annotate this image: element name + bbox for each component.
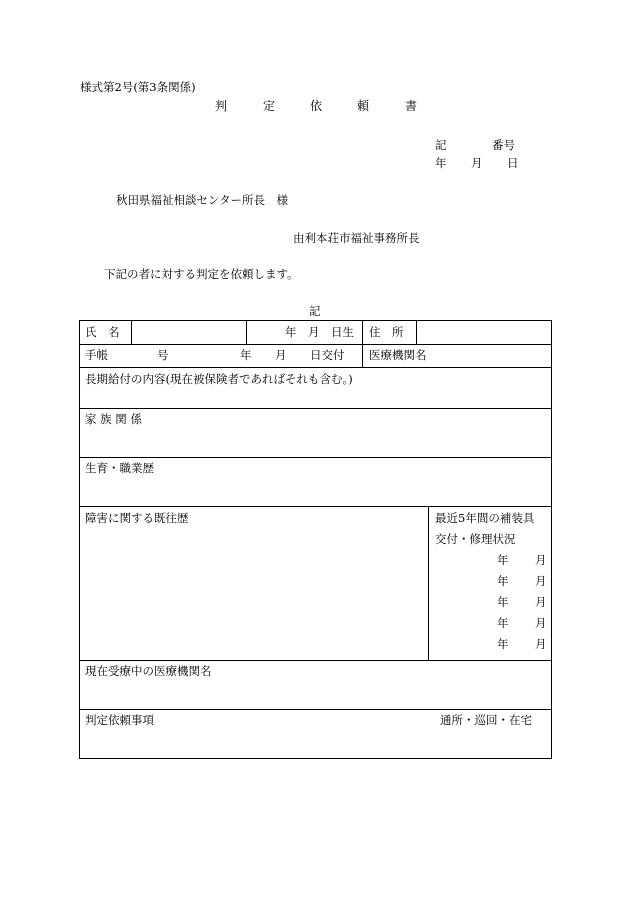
equipment-month: 月 bbox=[535, 616, 547, 630]
table-divider bbox=[79, 709, 552, 710]
table-divider bbox=[79, 408, 552, 409]
medical-org-label: 医療機関名 bbox=[369, 348, 427, 362]
equipment-title-2: 交付・修理状況 bbox=[435, 532, 516, 546]
address-label: 住 所 bbox=[369, 325, 404, 339]
equipment-month: 月 bbox=[535, 574, 547, 588]
equipment-year: 年 bbox=[497, 595, 509, 609]
table-divider bbox=[79, 506, 552, 507]
request-items-label: 判定依頼事項 bbox=[85, 713, 154, 727]
visit-types: 通所・巡回・在宅 bbox=[440, 713, 532, 727]
equipment-year: 年 bbox=[497, 616, 509, 630]
title-char: 定 bbox=[263, 99, 276, 113]
equipment-year: 年 bbox=[497, 574, 509, 588]
addressee: 秋田県福祉相談センター所長 様 bbox=[116, 193, 289, 207]
date-day-label: 日 bbox=[507, 156, 519, 170]
notebook-number-label: 号 bbox=[157, 348, 169, 362]
name-field[interactable] bbox=[132, 321, 245, 343]
equipment-month: 月 bbox=[535, 595, 547, 609]
title-char: 判 bbox=[215, 99, 228, 113]
family-label: 家 族 関 係 bbox=[85, 412, 142, 426]
birth-date-label: 年 月 日生 bbox=[285, 325, 354, 339]
equipment-month: 月 bbox=[535, 637, 547, 651]
title-char: 依 bbox=[310, 99, 323, 113]
table-divider bbox=[79, 457, 552, 458]
issue-year-label: 年 bbox=[240, 348, 252, 362]
name-label: 氏 名 bbox=[85, 325, 120, 339]
long-term-benefit-label: 長期給付の内容(現在被保険者であればそれも含む。) bbox=[85, 372, 353, 386]
sender: 由利本荘市福祉事務所長 bbox=[293, 231, 420, 245]
request-text: 下記の者に対する判定を依頼します。 bbox=[104, 267, 299, 281]
table-divider bbox=[246, 320, 247, 344]
number-label: 番号 bbox=[492, 138, 515, 152]
equipment-year: 年 bbox=[497, 553, 509, 567]
issue-month-label: 月 bbox=[275, 348, 287, 362]
ki-label: 記 bbox=[309, 304, 321, 318]
equipment-month: 月 bbox=[535, 553, 547, 567]
table-divider bbox=[362, 320, 363, 367]
date-month-label: 月 bbox=[471, 156, 483, 170]
table-divider bbox=[428, 506, 429, 660]
career-label: 生育・職業歴 bbox=[85, 461, 154, 475]
table-divider bbox=[79, 367, 552, 368]
disability-history-label: 障害に関する既往歴 bbox=[85, 511, 189, 525]
equipment-title-1: 最近5年間の補装具 bbox=[435, 511, 535, 525]
current-medical-label: 現在受療中の医療機関名 bbox=[85, 664, 212, 678]
table-divider bbox=[79, 344, 552, 345]
title-char: 書 bbox=[405, 99, 418, 113]
title-char: 頼 bbox=[357, 99, 370, 113]
address-field[interactable] bbox=[417, 321, 551, 343]
form-number: 様式第2号(第3条関係) bbox=[80, 80, 196, 94]
notebook-label: 手帳 bbox=[85, 348, 108, 362]
table-divider bbox=[79, 660, 552, 661]
equipment-year: 年 bbox=[497, 637, 509, 651]
record-label: 記 bbox=[435, 138, 447, 152]
date-year-label: 年 bbox=[435, 156, 447, 170]
issue-day-label: 日交付 bbox=[310, 348, 345, 362]
